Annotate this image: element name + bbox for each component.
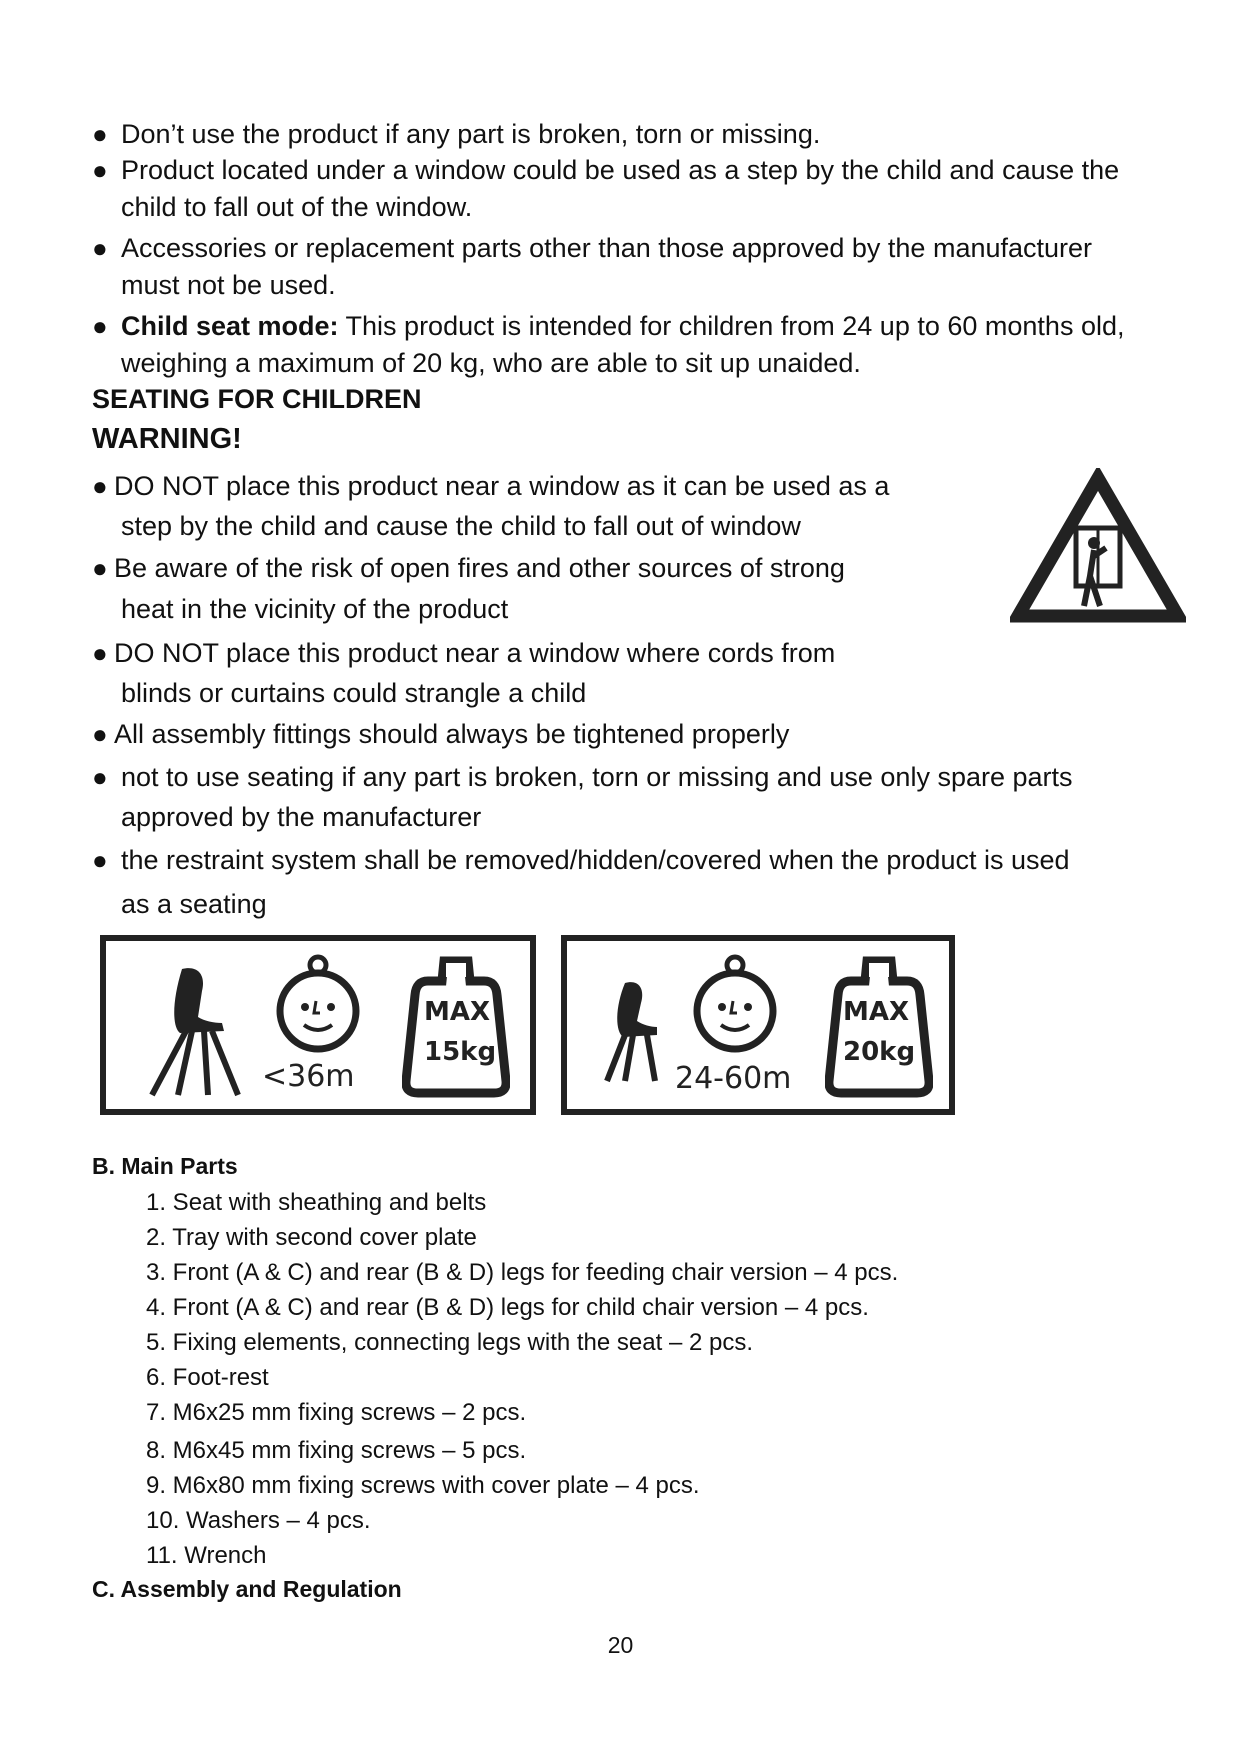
list-item bbox=[92, 230, 1152, 304]
warning-item bbox=[92, 714, 1172, 754]
bullet-icon: ● bbox=[92, 762, 108, 792]
list-item: 9. M6x80 mm fixing screws with cover plate – 4 pcs. bbox=[146, 1472, 700, 1499]
warning-title: WARNING! bbox=[92, 423, 242, 455]
list-item: 7. M6x25 mm fixing screws – 2 pcs. bbox=[146, 1399, 527, 1426]
list-item: 4. Front (A & C) and rear (B & D) legs for child chair version – 4 pcs. bbox=[146, 1294, 869, 1321]
weight-label: 15kg bbox=[424, 1037, 497, 1067]
list-item bbox=[92, 116, 1172, 153]
warning-text-cont: blinds or curtains could strangle a child bbox=[121, 678, 587, 708]
list-item: 10. Washers – 4 pcs. bbox=[146, 1507, 371, 1534]
list-item: 1. Seat with sheathing and belts bbox=[146, 1189, 487, 1216]
age-weight-icon-box-child-chair bbox=[561, 935, 955, 1115]
warning-text: All assembly fittings should always be tightened properly bbox=[114, 719, 790, 749]
bullet-icon: ● bbox=[92, 553, 108, 583]
list-item bbox=[92, 152, 1152, 226]
high-chair-icon bbox=[142, 961, 242, 1101]
list-item: 6. Foot-rest bbox=[146, 1364, 269, 1391]
weight-label: 20kg bbox=[843, 1037, 916, 1067]
weight-icon bbox=[825, 955, 933, 1099]
bullet-icon: ● bbox=[92, 155, 108, 185]
list-item: 3. Front (A & C) and rear (B & D) legs for feeding chair version – 4 pcs. bbox=[146, 1259, 899, 1286]
list-item-text: This product is intended for children from 24 up to 60 months old, weighing a maximum of 20 kg, who are able to sit up unaided. bbox=[121, 311, 1125, 378]
list-item-text: Accessories or replacement parts other than those approved by the manufacturer must not be used. bbox=[121, 233, 1093, 300]
list-item: 11. Wrench bbox=[146, 1542, 267, 1569]
child-face-icon bbox=[687, 953, 783, 1057]
child-face-icon bbox=[270, 953, 366, 1057]
main-parts-title: B. Main Parts bbox=[92, 1153, 238, 1179]
bullet-icon: ● bbox=[92, 471, 108, 501]
bullet-icon: ● bbox=[92, 233, 108, 263]
warning-text: the restraint system shall be removed/hidden/covered when the product is used bbox=[121, 845, 1070, 875]
list-item: 2. Tray with second cover plate bbox=[146, 1224, 477, 1251]
assembly-title: C. Assembly and Regulation bbox=[92, 1576, 402, 1602]
page-number: 20 bbox=[607, 1632, 634, 1658]
bullet-icon: ● bbox=[92, 119, 108, 149]
warning-item bbox=[92, 633, 1172, 713]
warning-item bbox=[92, 838, 1172, 926]
bullet-icon: ● bbox=[92, 638, 108, 668]
warning-text: Be aware of the risk of open fires and other sources of strong bbox=[114, 553, 845, 583]
age-label: <36m bbox=[262, 1059, 355, 1094]
bullet-icon: ● bbox=[92, 845, 108, 875]
list-item: 5. Fixing elements, connecting legs with the seat – 2 pcs. bbox=[146, 1329, 753, 1356]
warning-text: not to use seating if any part is broken, torn or missing and use only spare parts bbox=[121, 762, 1073, 792]
warning-text: DO NOT place this product near a window as it can be used as a bbox=[114, 471, 890, 501]
age-label: 24-60m bbox=[675, 1061, 792, 1096]
child-seat-mode-label: Child seat mode: bbox=[121, 311, 339, 341]
max-label: MAX bbox=[843, 997, 910, 1027]
warning-item bbox=[92, 757, 1172, 837]
warning-text-cont: heat in the vicinity of the product bbox=[121, 594, 509, 624]
list-item-text: Product located under a window could be used as a step by the child and cause the child to fall out of the window. bbox=[121, 155, 1120, 222]
warning-text-cont: as a seating bbox=[121, 889, 267, 919]
list-item bbox=[92, 308, 1152, 382]
max-label: MAX bbox=[424, 997, 491, 1027]
bullet-icon: ● bbox=[92, 719, 108, 749]
warning-text-cont: approved by the manufacturer bbox=[121, 802, 482, 832]
section-title: SEATING FOR CHILDREN bbox=[92, 384, 422, 414]
window-fall-warning-icon bbox=[1010, 468, 1186, 624]
bullet-icon: ● bbox=[92, 311, 108, 341]
weight-icon bbox=[402, 955, 510, 1099]
list-item-text: Don’t use the product if any part is broken, torn or missing. bbox=[121, 119, 821, 149]
child-chair-icon bbox=[595, 977, 665, 1087]
age-weight-icon-box-high-chair bbox=[100, 935, 536, 1115]
warning-text-cont: step by the child and cause the child to fall out of window bbox=[121, 511, 801, 541]
list-item: 8. M6x45 mm fixing screws – 5 pcs. bbox=[146, 1437, 527, 1464]
warning-text: DO NOT place this product near a window where cords from bbox=[114, 638, 836, 668]
